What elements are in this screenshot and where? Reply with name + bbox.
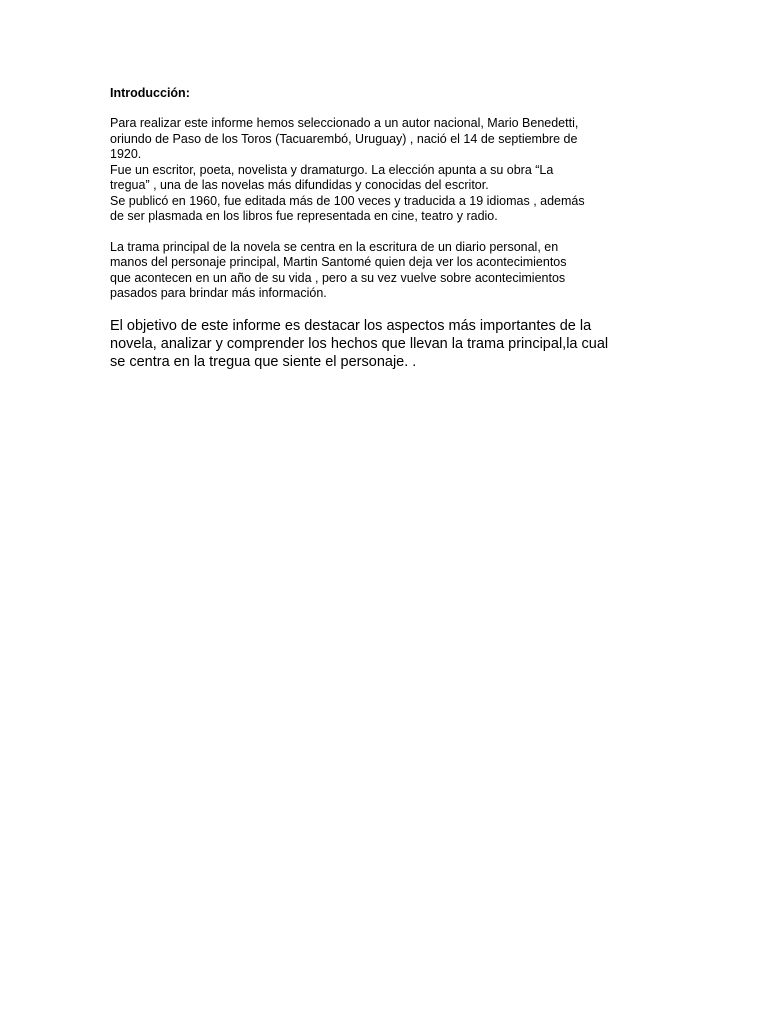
paragraph-objective: El objetivo de este informe es destacar los aspectos más importantes de la novela, analizar y comprender los hechos que llevan la trama principal,la cual se centra en la tregua que siente el personaje. .: [110, 317, 609, 370]
paragraph-plot: La trama principal de la novela se centra en la escritura de un diario personal, en manos del personaje principal, Martin Santomé quien deja ver los acontecimientos que acontecen en un año de su vida , pero a su vez vuelve sobre acontecimientos pasados para brindar más información.: [110, 239, 567, 300]
document-body: [110, 86, 658, 371]
section-heading: Introducción:: [110, 86, 190, 100]
paragraph-author-intro: Para realizar este informe hemos seleccionado a un autor nacional, Mario Benedetti, oriundo de Paso de los Toros (Tacuarembó, Uruguay) , nació el 14 de septiembre de 1920. Fue un escritor, poeta, novelista y dramaturgo. La elección apunta a su obra “La tregua” , una de las novelas más difundidas y conocidas del escritor. Se publicó en 1960, fue editada más de 100 veces y traducida a 19 idiomas , además de ser plasmada en los libros fue representada en cine, teatro y radio.: [110, 116, 585, 223]
